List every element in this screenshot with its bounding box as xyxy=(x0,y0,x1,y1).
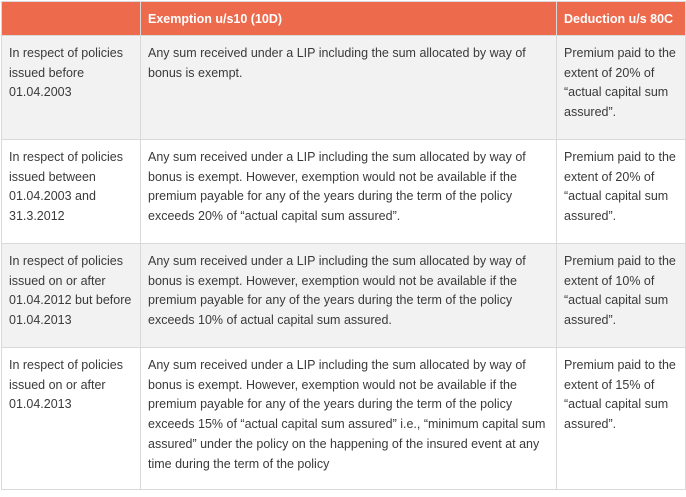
deduction-cell: Premium paid to the extent of 20% of “actual capital sum assured”. xyxy=(557,140,686,244)
header-exemption: Exemption u/s10 (10D) xyxy=(141,2,557,36)
table-row xyxy=(2,348,686,490)
exemption-cell: Any sum received under a LIP including the sum allocated by way of bonus is exempt. However, exemption would not be available if the premium payable for any of the years during the term of the policy exceeds 10% of actual capital sum assured. xyxy=(141,244,557,348)
period-cell: In respect of policies issued on or after 01.04.2013 xyxy=(2,348,141,490)
deduction-cell: Premium paid to the extent of 10% of “actual capital sum assured”. xyxy=(557,244,686,348)
period-cell: In respect of policies issued between 01.04.2003 and 31.3.2012 xyxy=(2,140,141,244)
header-period xyxy=(2,2,141,36)
tax-comparison-table xyxy=(1,1,686,490)
header-row xyxy=(2,2,686,36)
exemption-cell: Any sum received under a LIP including the sum allocated by way of bonus is exempt. xyxy=(141,36,557,140)
period-cell: In respect of policies issued before 01.04.2003 xyxy=(2,36,141,140)
deduction-cell: Premium paid to the extent of 15% of “actual capital sum assured”. xyxy=(557,348,686,490)
table-row xyxy=(2,36,686,140)
deduction-cell: Premium paid to the extent of 20% of “actual capital sum assured”. xyxy=(557,36,686,140)
exemption-cell: Any sum received under a LIP including the sum allocated by way of bonus is exempt. However, exemption would not be available if the premium payable for any of the years during the term of the policy exceeds 15% of “actual capital sum assured” i.e., “minimum capital sum assured” under the policy on the happening of the insured event at any time during the term of the policy xyxy=(141,348,557,490)
table-row xyxy=(2,140,686,244)
header-deduction: Deduction u/s 80C xyxy=(557,2,686,36)
table-row xyxy=(2,244,686,348)
exemption-cell: Any sum received under a LIP including the sum allocated by way of bonus is exempt. However, exemption would not be available if the premium payable for any of the years during the term of the policy exceeds 20% of “actual capital sum assured”. xyxy=(141,140,557,244)
period-cell: In respect of policies issued on or after 01.04.2012 but before 01.04.2013 xyxy=(2,244,141,348)
